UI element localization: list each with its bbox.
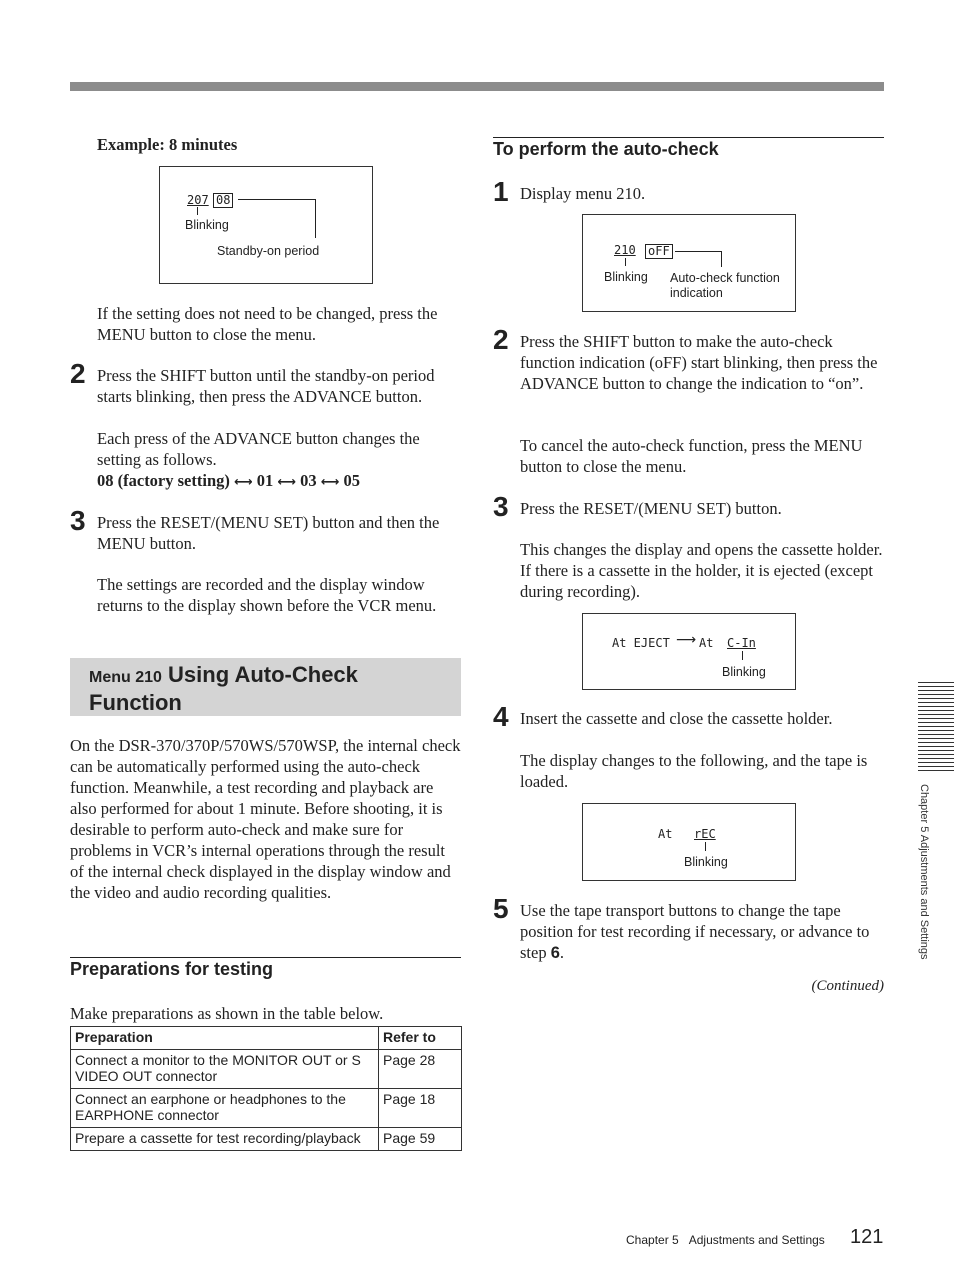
left-step2-para: Each press of the ADVANCE button changes the setting as follows. — [97, 429, 420, 469]
table-cell: Page 59 — [379, 1128, 462, 1151]
top-rule — [70, 82, 884, 91]
example-title: Example: 8 minutes — [97, 135, 238, 154]
table-row — [71, 1050, 462, 1089]
right-step3-para: This changes the display and opens the cassette holder. If there is a cassette in the holder, it is ejected (except during recording). — [520, 540, 883, 601]
section-banner — [70, 658, 461, 716]
right-step2-para: To cancel the auto-check function, press the MENU button to close the menu. — [520, 436, 863, 476]
rec-figure — [582, 803, 796, 881]
right-step4-text: Insert the cassette and close the cassette holder. — [520, 709, 833, 728]
fig-blinking-label: Blinking — [684, 855, 728, 869]
prep-heading: Preparations for testing — [70, 959, 274, 979]
footer-chapter: Chapter 5 Adjustments and Settings — [626, 1233, 825, 1247]
fig-text: At EJECT — [612, 636, 670, 650]
fig-value: oFF — [645, 244, 673, 259]
table-header: Preparation — [71, 1027, 379, 1050]
side-chapter-label: Chapter 5 Adjustments and Settings — [918, 784, 930, 960]
chapter-tab-marker — [918, 682, 954, 774]
fig-value: 08 — [213, 193, 233, 208]
prep-intro: Make preparations as shown in the table below. — [70, 1004, 384, 1023]
intro-paragraph: On the DSR-370/370P/570WS/570WSP, the internal check can be automatically performed using the auto-check function. Meanwhile, a test recording and playback are also performed for about 1 minute. Before shooting, it is desirable to perform auto-check and make sure for problems in VCR’s internal operations through the result of the internal check displayed in the display window and the video and audio recording qualities. — [70, 736, 461, 902]
setting-sequence: 08 (factory setting) ⟷ 01 ⟷ 03 ⟷ 05 — [97, 471, 361, 490]
right-step5-text: Use the tape transport buttons to change the tape position for test recording if necessary, or advance to step 6. — [520, 901, 870, 962]
table-header-row — [71, 1027, 462, 1050]
table-row — [71, 1128, 462, 1151]
fig-text: At — [658, 827, 673, 841]
step-number: 2 — [493, 324, 509, 355]
fig-menu-code: 210 — [614, 243, 636, 257]
step-number: 3 — [70, 505, 86, 536]
table-header: Refer to — [379, 1027, 462, 1050]
right-step2-text: Press the SHIFT button to make the auto-check function indication (oFF) start blinking, then press the ADVANCE button to change the indication to “on”. — [520, 332, 878, 393]
fig-menu-code: 207 — [187, 193, 209, 207]
right-step4-para: The display changes to the following, and the tape is loaded. — [520, 751, 868, 791]
arrow-right-icon: ⟶ — [676, 632, 697, 648]
fig-value: C-In — [727, 636, 756, 650]
page-number: 121 — [850, 1226, 884, 1248]
fig-blinking-label: Blinking — [604, 270, 648, 284]
step-number: 1 — [493, 176, 509, 207]
continued-label: (Continued) — [811, 978, 884, 994]
section-title: Menu 210 Using Auto-Check Function — [89, 662, 358, 715]
fig-blinking-label: Blinking — [185, 218, 229, 232]
table-cell: Connect a monitor to the MONITOR OUT or S VIDEO OUT connector — [71, 1050, 379, 1089]
step-number: 2 — [70, 358, 86, 389]
menu210-figure — [582, 214, 796, 312]
auto-check-heading: To perform the auto-check — [493, 139, 719, 159]
fig-desc-label: Auto-check function — [670, 271, 780, 285]
fig-period-label: Standby-on period — [217, 244, 320, 258]
table-cell: Page 28 — [379, 1050, 462, 1089]
step-number: 3 — [493, 491, 509, 522]
fig-text: At — [699, 636, 714, 650]
right-step1-text: Display menu 210. — [520, 184, 646, 203]
prep-table — [70, 1026, 462, 1151]
left-step2-text: Press the SHIFT button until the standby-on period starts blinking, then press the ADVANCE button. — [97, 366, 435, 406]
fig-desc-label: indication — [670, 286, 723, 300]
eject-figure — [582, 613, 796, 690]
step-number: 5 — [493, 893, 509, 924]
fig-value: rEC — [694, 827, 716, 841]
table-cell: Page 18 — [379, 1089, 462, 1128]
left-step3-text: Press the RESET/(MENU SET) button and then the MENU button. — [97, 513, 440, 553]
step-number: 4 — [493, 701, 509, 732]
left-para-1: If the setting does not need to be changed, press the MENU button to close the menu. — [97, 304, 438, 344]
fig-blinking-label: Blinking — [722, 665, 766, 679]
table-cell: Connect an earphone or headphones to the EARPHONE connector — [71, 1089, 379, 1128]
example-figure — [159, 166, 373, 284]
right-step3-text: Press the RESET/(MENU SET) button. — [520, 499, 782, 518]
table-row — [71, 1089, 462, 1128]
left-step3-para: The settings are recorded and the display window returns to the display shown before the VCR menu. — [97, 575, 437, 615]
table-cell: Prepare a cassette for test recording/playback — [71, 1128, 379, 1151]
